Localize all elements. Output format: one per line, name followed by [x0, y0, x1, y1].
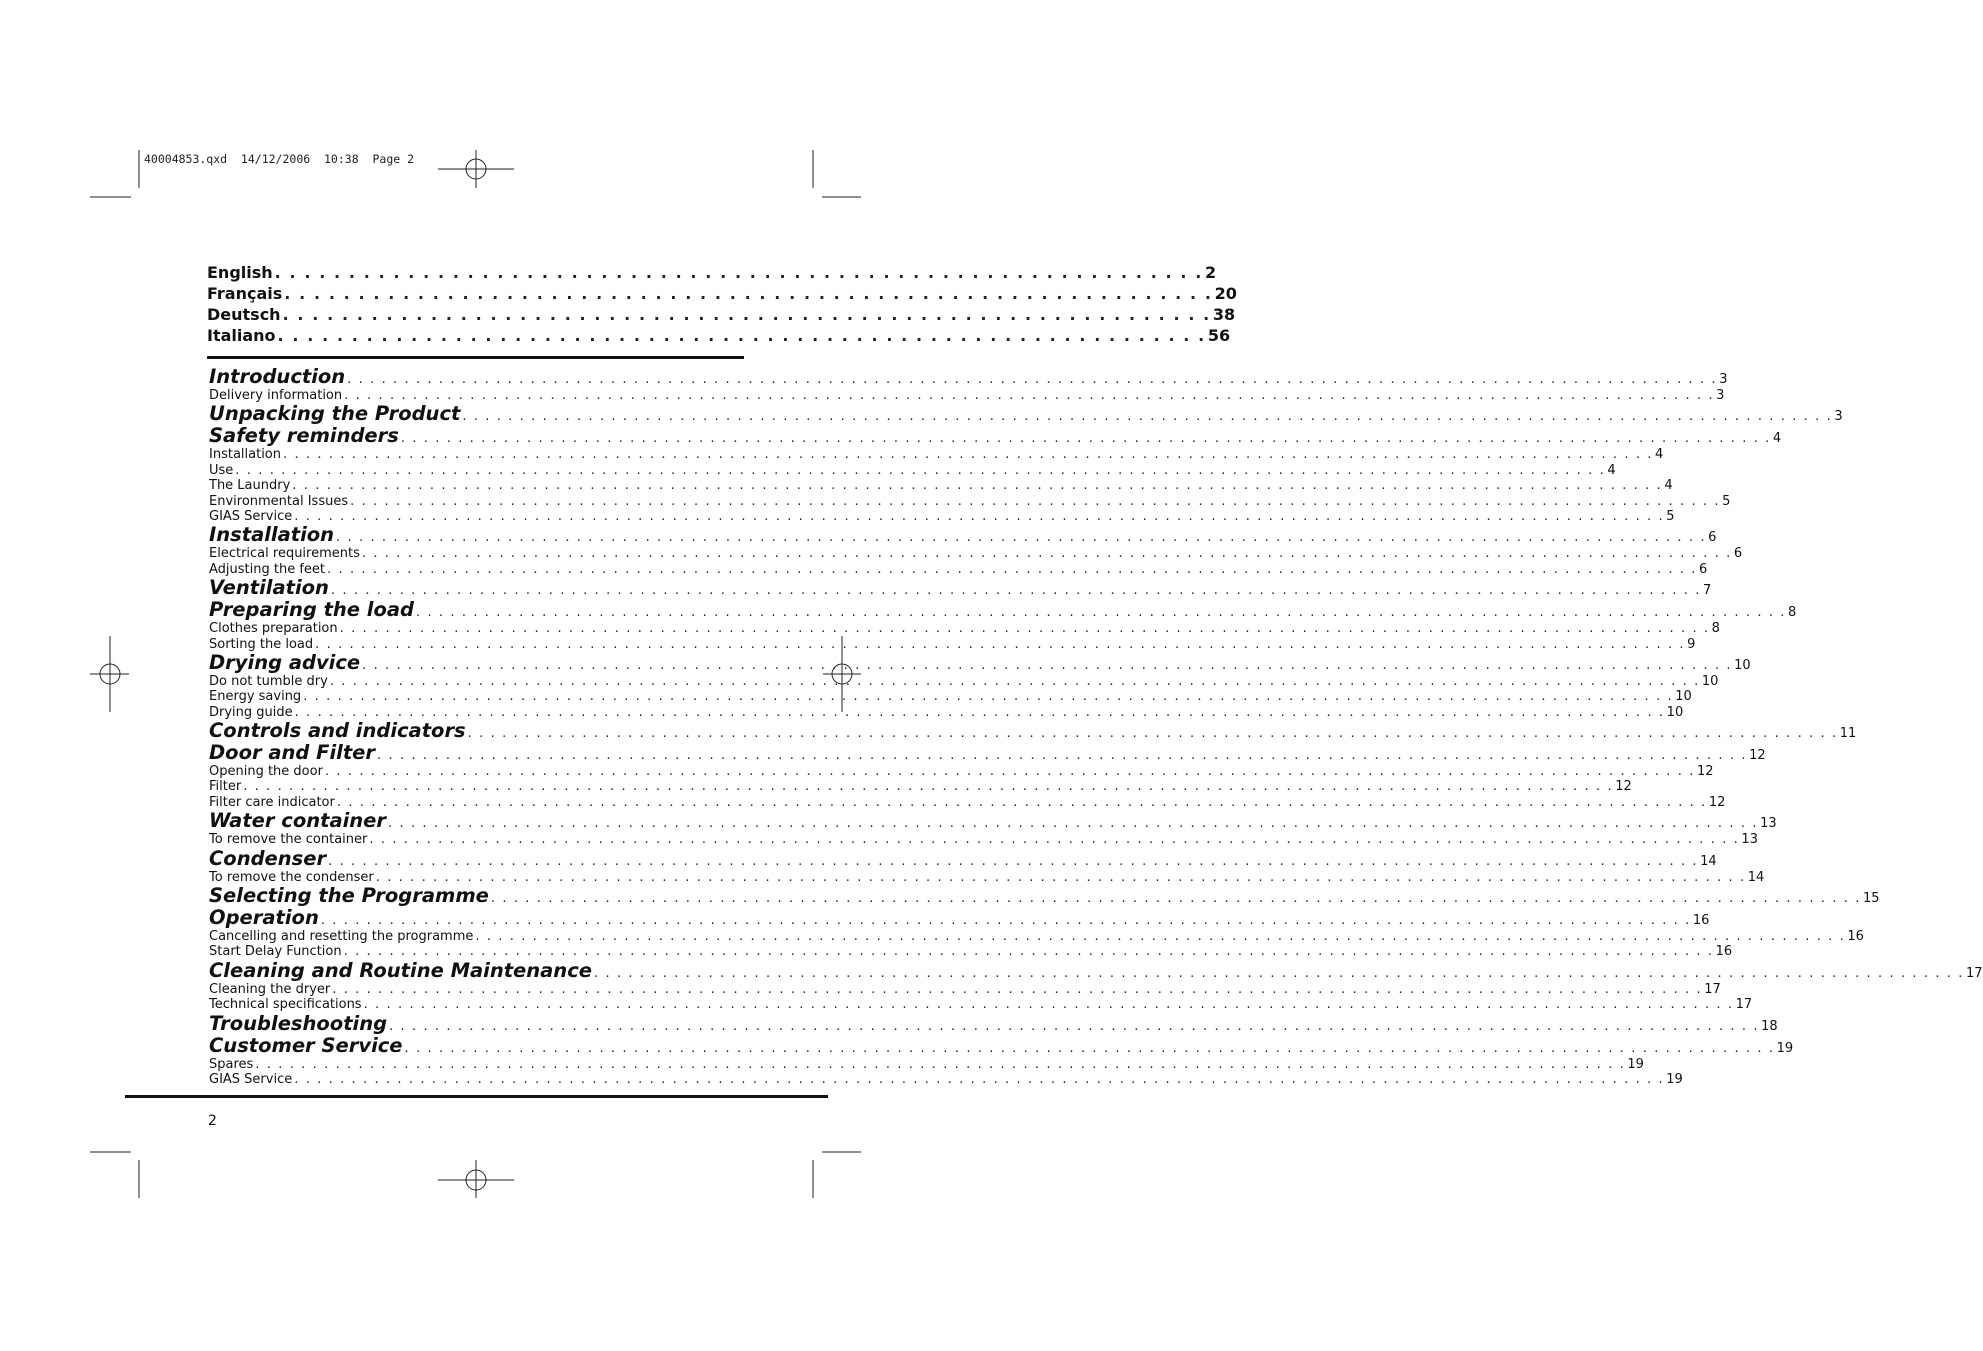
toc-subsection-entry[interactable] [209, 929, 1864, 945]
page-ref: 9 [1687, 636, 1696, 652]
toc-subsection-entry[interactable] [209, 388, 1725, 403]
toc-subsection-entry[interactable] [209, 462, 1616, 478]
toc-section-entry[interactable] [209, 958, 1983, 982]
page-ref: 17 [1735, 997, 1753, 1013]
page-ref: 8 [1711, 621, 1720, 637]
dot-leader: . . . . . . . . . . . . . . . . . . . . . . . . . . . . . . . . . . . . . . . . . . . . . . . . . . . . . . . . . . . . . . . . . . . . . . . . . . . . . . . . . . . . . . . . . . . . . . . . . . . . . . . . . . . . . . . . . . . . . . . . [327, 561, 1698, 577]
toc-entry-label: Ventilation [209, 576, 329, 600]
toc-subsection-entry[interactable] [209, 478, 1673, 494]
toc-section-entry[interactable] [209, 402, 1843, 426]
toc-subsection-entry[interactable] [209, 944, 1733, 960]
toc-subsection-entry[interactable] [209, 869, 1765, 885]
dot-leader: . . . . . . . . . . . . . . . . . . . . . . . . . . . . . . . . . . . . . . . . . . . . . . . . . . . . . . . . . . . . . . . . . . . . . . . . . . . . . . . . . . . . . . . . . . . . . . . . . . . . . . . . . . . . . . . . . . . . . . . . [350, 493, 1721, 509]
language-row[interactable] [207, 283, 1237, 304]
page-ref: 19 [1776, 1040, 1794, 1056]
toc-entry-label: Adjusting the feet [209, 561, 326, 577]
dot-leader: . . . . . . . . . . . . . . . . . . . . . . . . . . . . . . . . . . . . . . . . . . . . . . . . . . . . . . . . . . . . . . . . . . . . . . . . . . . . . . . . . . . . . . . . . . . . . . . . . . . . . . . . . . . . . . . . . . . . . . . . [294, 704, 1665, 720]
page-ref: 38 [1212, 305, 1236, 324]
dot-leader: . . . . . . . . . . . . . . . . . . . . . . . . . . . . . . . . . . . . . . . . . . . . . . . . . . . . . . . . . . . . . . . . . . . . . . . . . . . . . . . . . . . . . . . . . . . . . . . . . . . . . . . . . . . . . . . . . . . . . . . . [329, 673, 1700, 689]
divider-rule [207, 356, 744, 359]
toc-section-entry[interactable] [209, 719, 1857, 743]
toc-entry-label: Safety reminders [209, 424, 399, 448]
toc-section-entry[interactable] [209, 365, 1728, 388]
page-ref: 10 [1675, 689, 1692, 705]
toc-entry-label: Cleaning the dryer [209, 981, 331, 997]
toc-subsection-entry[interactable] [209, 997, 1753, 1013]
dot-leader: . . . . . . . . . . . . . . . . . . . . . . . . . . . . . . . . . . . . . . . . . . . . . . . . . . . . . . . . . . . . . . . . . . . . . . . . . . . . . . . . . . . . . . . . . . . . . . . . . . . . . . . . . . . . . . . . . . . . . . . . [375, 869, 1746, 885]
toc-entry-label: Clothes preparation [209, 621, 338, 637]
registration-mark-bottom [438, 1160, 514, 1198]
toc-subsection-entry[interactable] [209, 779, 1632, 795]
toc-entry-label: Installation [209, 447, 282, 463]
toc-entry-label: GIAS Service [209, 508, 293, 524]
page-ref: 13 [1760, 816, 1777, 832]
page-ref: 8 [1788, 605, 1797, 621]
page-ref: 17 [1966, 965, 1983, 981]
toc-subsection-entry[interactable] [209, 832, 1758, 848]
dot-leader: . . . . . . . . . . . . . . . . . . . . . . . . . . . . . . . . . . . . . . . . . . . . . . . . . . . . . . . . . . . . . . . . . . . . . . . . . . . . . . . . . . . . . . . . . . . . . . . . . . . . . . . . . . . . . . . . . . . . . . . . [339, 621, 1710, 637]
page-ref: 4 [1664, 478, 1673, 494]
toc-entry-label: Technical specifications [209, 997, 362, 1013]
toc-entry-label: Drying guide [209, 704, 293, 720]
page-ref: 10 [1734, 657, 1751, 673]
table-of-contents [209, 365, 1983, 1087]
language-label: Italiano [207, 326, 276, 345]
print-slug: 40004853.qxd 14/12/2006 10:38 Page 2 [144, 152, 415, 166]
toc-subsection-entry[interactable] [209, 561, 1708, 577]
page-ref: 3 [1719, 372, 1728, 387]
dot-leader: . . . . . . . . . . . . . . . . . . . . . . . . . . . . . . . . . . . . . . . . . . . . . . . . . . . . . . . . . . . . . . . . . . . . . . . . . . . . . . . . . . . . . . . . . . . . . . . . . . . . . . . . . . . . . . . . . . . . . . . . [328, 853, 1699, 869]
toc-section-entry[interactable] [209, 650, 1751, 674]
dot-leader: . . . . . . . . . . . . . . . . . . . . . . . . . . . . . . . . . . . . . . . . . . . . . . . . . . . . . . . . . . . . . . . . . . . . . . . . . . . . . . . . . . . . . . . . . . . . . . . . . . . . . . . . . . . . . . . . . . . . . . . . [324, 764, 1695, 780]
toc-subsection-entry[interactable] [209, 794, 1726, 810]
page-ref: 12 [1615, 779, 1632, 795]
toc-section-entry[interactable] [209, 1033, 1794, 1057]
page-ref: 4 [1655, 447, 1664, 463]
toc-entry-label: Water container [209, 809, 387, 833]
toc-section-entry[interactable] [209, 846, 1717, 870]
toc-section-entry[interactable] [209, 523, 1717, 547]
language-index [207, 262, 1237, 346]
page-ref: 14 [1700, 853, 1717, 869]
page-ref: 12 [1749, 748, 1766, 764]
toc-subsection-entry[interactable] [209, 704, 1684, 720]
toc-subsection-entry[interactable] [209, 689, 1692, 705]
dot-leader: . . . . . . . . . . . . . . . . . . . . . . . . . . . . . . . . . . . . . . . . . . . . . . . . . . . . . . . . . . . . . . . . . . . . . . . . . . . . . . . . . . . . . . . . . . . . . . . . . . . . . . . . . . . . . . . . . . . . . . . . [303, 689, 1674, 705]
page-ref: 6 [1699, 561, 1708, 577]
page-ref: 3 [1834, 409, 1843, 425]
toc-entry-label: Do not tumble dry [209, 673, 328, 689]
page-ref: 16 [1847, 929, 1864, 945]
language-row[interactable] [207, 262, 1217, 283]
dot-leader: . . . . . . . . . . . . . . . . . . . . . . . . . . . . . . . . . . . . . . . . . . . . . . . . . . . . . . . . . . . . . . . . . . . . . . . . . . . . . . . . . . . . . . . . . . . . . . . . . . . . . . . . . . . . . . . . . . . . . . . . [332, 981, 1703, 997]
dot-leader: . . . . . . . . . . . . . . . . . . . . . . . . . . . . . . . . . . . . . . . . . . . . . . . . . . . . . . . . . . . . . . . [277, 326, 1206, 345]
toc-section-entry[interactable] [209, 424, 1782, 448]
dot-leader: . . . . . . . . . . . . . . . . . . . . . . . . . . . . . . . . . . . . . . . . . . . . . . . . . . . . . . . . . . . . . . . . . . . . . . . . . . . . . . . . . . . . . . . . . . . . . . . . . . . . . . . . . . . . . . . . . . . . . . . . [467, 726, 1838, 742]
dot-leader: . . . . . . . . . . . . . . . . . . . . . . . . . . . . . . . . . . . . . . . . . . . . . . . . . . . . . . . . . . . . . . . . . . . . . . . . . . . . . . . . . . . . . . . . . . . . . . . . . . . . . . . . . . . . . . . . . . . . . . . . [235, 462, 1606, 478]
toc-section-entry[interactable] [209, 1011, 1778, 1035]
dot-leader: . . . . . . . . . . . . . . . . . . . . . . . . . . . . . . . . . . . . . . . . . . . . . . . . . . . . . . . . . . . . . . . . . . . . . . . . . . . . . . . . . . . . . . . . . . . . . . . . . . . . . . . . . . . . . . . . . . . . . . . . [343, 944, 1714, 960]
toc-subsection-entry[interactable] [209, 1071, 1683, 1087]
toc-entry-label: Use [209, 462, 234, 478]
dot-leader: . . . . . . . . . . . . . . . . . . . . . . . . . . . . . . . . . . . . . . . . . . . . . . . . . . . . . . . . . . . . . . . . . . . . . . . . . . . . . . . . . . . . . . . . . . . . . . . . . . . . . . . . . . . . . . . . . . . . . . . . [315, 636, 1686, 652]
dot-leader: . . . . . . . . . . . . . . . . . . . . . . . . . . . . . . . . . . . . . . . . . . . . . . . . . . . . . . . . . . . . . . . . . . . . . . . . . . . . . . . . . . . . . . . . . . . . . . . . . . . . . . . . . . . . . . . . . . . . . . . . [294, 508, 1665, 524]
page-ref: 15 [1862, 891, 1880, 907]
toc-subsection-entry[interactable] [209, 546, 1743, 562]
page-ref: 6 [1733, 546, 1743, 562]
page-ref: 16 [1715, 944, 1733, 960]
dot-leader: . . . . . . . . . . . . . . . . . . . . . . . . . . . . . . . . . . . . . . . . . . . . . . . . . . . . . . . . . . . . . . . . . . . . . . . . . . . . . . . . . . . . . . . . . . . . . . . . . . . . . . . . . . . . . . . . . . . . . . . . [243, 779, 1614, 795]
toc-subsection-entry[interactable] [209, 981, 1721, 997]
toc-entry-label: To remove the container [209, 832, 368, 848]
page-ref: 10 [1701, 673, 1719, 689]
dot-leader: . . . . . . . . . . . . . . . . . . . . . . . . . . . . . . . . . . . . . . . . . . . . . . . . . . . . . . . . . . . . . . . . . . . . . . . . . . . . . . . . . . . . . . . . . . . . . . . . . . . . . . . . . . . . . . . . . . . . . . . . [336, 530, 1707, 546]
toc-section-entry[interactable] [209, 884, 1880, 908]
page-ref: 7 [1702, 583, 1712, 599]
language-row[interactable] [207, 304, 1236, 325]
toc-entry-label: Introduction [209, 365, 346, 388]
toc-entry-label: To remove the condenser [209, 869, 374, 885]
page-ref: 4 [1607, 462, 1616, 478]
toc-section-entry[interactable] [209, 598, 1797, 622]
language-row[interactable] [207, 325, 1231, 346]
language-label: Deutsch [207, 305, 281, 324]
toc-section-entry[interactable] [209, 576, 1712, 600]
toc-entry-label: Condenser [209, 846, 327, 870]
footer-rule [125, 1095, 828, 1098]
page-ref: 10 [1666, 704, 1684, 720]
dot-leader: . . . . . . . . . . . . . . . . . . . . . . . . . . . . . . . . . . . . . . . . . . . . . . . . . . . . . . . . . . . . . . . . . . . . . . . . . . . . . . . . . . . . . . . . . . . . . . . . . . . . . . . . . . . . . . . . . . . . . . . . [363, 997, 1734, 1013]
toc-entry-label: Opening the door [209, 764, 323, 780]
toc-entry-label: Installation [209, 523, 335, 547]
toc-entry-label: Spares [209, 1056, 254, 1072]
page-ref: 56 [1207, 326, 1231, 345]
dot-leader: . . . . . . . . . . . . . . . . . . . . . . . . . . . . . . . . . . . . . . . . . . . . . . . . . . . . . . . . . . . . . . . . . . . . . . . . . . . . . . . . . . . . . . . . . . . . . . . . . . . . . . . . . . . . . . . . . . . . . . . . [416, 605, 1787, 621]
registration-mark-left [90, 636, 129, 712]
toc-entry-label: Cancelling and resetting the programme [209, 929, 474, 945]
dot-leader: . . . . . . . . . . . . . . . . . . . . . . . . . . . . . . . . . . . . . . . . . . . . . . . . . . . . . . . . . . . . . . . . . . . . . . . . . . . . . . . . . . . . . . . . . . . . . . . . . . . . . . . . . . . . . . . . . . . . . . . . [400, 431, 1771, 447]
toc-entry-label: Operation [209, 906, 319, 930]
dot-leader: . . . . . . . . . . . . . . . . . . . . . . . . . . . . . . . . . . . . . . . . . . . . . . . . . . . . . . . . . . . . . . . . . . . . . . . . . . . . . . . . . . . . . . . . . . . . . . . . . . . . . . . . . . . . . . . . . . . . . . . . [388, 816, 1759, 832]
dot-leader: . . . . . . . . . . . . . . . . . . . . . . . . . . . . . . . . . . . . . . . . . . . . . . . . . . . . . . . . . . . . . . . . . . . . . . . . . . . . . . . . . . . . . . . . . . . . . . . . . . . . . . . . . . . . . . . . . . . . . . . . [475, 929, 1846, 945]
toc-entry-label: Unpacking the Product [209, 402, 461, 426]
page-ref: 2 [1204, 263, 1217, 282]
toc-subsection-entry[interactable] [209, 1056, 1644, 1072]
page-ref: 19 [1666, 1071, 1683, 1087]
dot-leader: . . . . . . . . . . . . . . . . . . . . . . . . . . . . . . . . . . . . . . . . . . . . . . . . . . . . . . . . . . . . . . . . . . . . . . . . . . . . . . . . . . . . . . . . . . . . . . . . . . . . . . . . . . . . . . . . . . . . . . . . [462, 409, 1833, 425]
toc-entry-label: Drying advice [209, 650, 361, 674]
toc-subsection-entry[interactable] [209, 621, 1720, 637]
page-ref: 6 [1708, 530, 1717, 546]
toc-entry-label: Controls and indicators [209, 719, 466, 743]
dot-leader: . . . . . . . . . . . . . . . . . . . . . . . . . . . . . . . . . . . . . . . . . . . . . . . . . . . . . . . . . . . . . . . . . . . . . . . . . . . . . . . . . . . . . . . . . . . . . . . . . . . . . . . . . . . . . . . . . . . . . . . . [404, 1040, 1775, 1056]
dot-leader: . . . . . . . . . . . . . . . . . . . . . . . . . . . . . . . . . . . . . . . . . . . . . . . . . . . . . . . . . . . . . . . [282, 305, 1211, 324]
page-ref: 4 [1772, 431, 1782, 447]
toc-subsection-entry[interactable] [209, 447, 1664, 463]
dot-leader: . . . . . . . . . . . . . . . . . . . . . . . . . . . . . . . . . . . . . . . . . . . . . . . . . . . . . . . . . . . . . . . . . . . . . . . . . . . . . . . . . . . . . . . . . . . . . . . . . . . . . . . . . . . . . . . . . . . . . . . . [336, 794, 1707, 810]
language-label: Français [207, 284, 283, 303]
page-number: 2 [208, 1113, 217, 1129]
page-ref: 14 [1747, 869, 1765, 885]
dot-leader: . . . . . . . . . . . . . . . . . . . . . . . . . . . . . . . . . . . . . . . . . . . . . . . . . . . . . . . . . . . . . . . . . . . . . . . . . . . . . . . . . . . . . . . . . . . . . . . . . . . . . . . . . . . . . . . . . . . . . . . . [320, 913, 1691, 929]
page-ref: 11 [1839, 726, 1857, 742]
dot-leader: . . . . . . . . . . . . . . . . . . . . . . . . . . . . . . . . . . . . . . . . . . . . . . . . . . . . . . . . . . . . . . . . . . . . . . . . . . . . . . . . . . . . . . . . . . . . . . . . . . . . . . . . . . . . . . . . . . . . . . . . [377, 748, 1748, 764]
toc-subsection-entry[interactable] [209, 493, 1731, 509]
dot-leader: . . . . . . . . . . . . . . . . . . . . . . . . . . . . . . . . . . . . . . . . . . . . . . . . . . . . . . . . . . . . . . . . . . . . . . . . . . . . . . . . . . . . . . . . . . . . . . . . . . . . . . . . . . . . . . . . . . . . . . . . [389, 1018, 1760, 1034]
toc-subsection-entry[interactable] [209, 764, 1714, 780]
registration-mark-top [438, 150, 514, 188]
toc-entry-label: Preparing the load [209, 598, 414, 622]
toc-entry-label: Door and Filter [209, 741, 376, 765]
page-ref: 12 [1696, 764, 1714, 780]
toc-entry-label: Start Delay Function [209, 944, 342, 960]
dot-leader: . . . . . . . . . . . . . . . . . . . . . . . . . . . . . . . . . . . . . . . . . . . . . . . . . . . . . . . . . . . . . . . . . . . . . . . . . . . . . . . . . . . . . . . . . . . . . . . . . . . . . . . . . . . . . . . . . . . . . . . . [292, 478, 1663, 494]
language-label: English [207, 263, 273, 282]
dot-leader: . . . . . . . . . . . . . . . . . . . . . . . . . . . . . . . . . . . . . . . . . . . . . . . . . . . . . . . . . . . . . . . . . . . . . . . . . . . . . . . . . . . . . . . . . . . . . . . . . . . . . . . . . . . . . . . . . . . . . . . . [283, 447, 1654, 463]
toc-entry-label: Energy saving [209, 689, 302, 705]
dot-leader: . . . . . . . . . . . . . . . . . . . . . . . . . . . . . . . . . . . . . . . . . . . . . . . . . . . . . . . . . . . . . . . [284, 284, 1213, 303]
dot-leader: . . . . . . . . . . . . . . . . . . . . . . . . . . . . . . . . . . . . . . . . . . . . . . . . . . . . . . . . . . . . . . . . . . . . . . . . . . . . . . . . . . . . . . . . . . . . . . . . . . . . . . . . . . . . . . . . . . . . . . . . [294, 1071, 1665, 1087]
dot-leader: . . . . . . . . . . . . . . . . . . . . . . . . . . . . . . . . . . . . . . . . . . . . . . . . . . . . . . . . . . . . . . . . . . . . . . . . . . . . . . . . . . . . . . . . . . . . . . . . . . . . . . . . . . . . . . . . . . . . . . . . [490, 891, 1861, 907]
toc-entry-label: The Laundry [209, 478, 291, 494]
dot-leader: . . . . . . . . . . . . . . . . . . . . . . . . . . . . . . . . . . . . . . . . . . . . . . . . . . . . . . . . . . . . . . . . . . . . . . . . . . . . . . . . . . . . . . . . . . . . . . . . . . . . . . . . . . . . . . . . . . . . . . . . [361, 546, 1732, 562]
page-ref: 5 [1722, 493, 1731, 509]
toc-entry-label: Customer Service [209, 1033, 403, 1057]
toc-entry-label: Environmental Issues [209, 493, 349, 509]
toc-subsection-entry[interactable] [209, 673, 1719, 689]
toc-entry-label: Selecting the Programme [209, 884, 489, 908]
toc-entry-label: GIAS Service [209, 1071, 293, 1087]
page-ref: 13 [1741, 832, 1758, 848]
toc-section-entry[interactable] [209, 741, 1766, 765]
page-ref: 20 [1214, 284, 1237, 303]
toc-subsection-entry[interactable] [209, 636, 1696, 652]
toc-entry-label: Cleaning and Routine Maintenance [209, 958, 592, 982]
toc-entry-label: Filter [209, 779, 242, 795]
page-ref: 16 [1692, 913, 1710, 929]
toc-subsection-entry[interactable] [209, 508, 1675, 524]
toc-entry-label: Troubleshooting [209, 1011, 388, 1035]
page-ref: 12 [1708, 794, 1726, 810]
dot-leader: . . . . . . . . . . . . . . . . . . . . . . . . . . . . . . . . . . . . . . . . . . . . . . . . . . . . . . . . . . . . . . . . . . . . . . . . . . . . . . . . . . . . . . . . . . . . . . . . . . . . . . . . . . . . . . . . . . . . . . . . [369, 832, 1740, 848]
toc-entry-label: Delivery information [209, 388, 343, 403]
toc-entry-label: Sorting the load [209, 636, 314, 652]
dot-leader: . . . . . . . . . . . . . . . . . . . . . . . . . . . . . . . . . . . . . . . . . . . . . . . . . . . . . . . . . . . . . . . . . . . . . . . . . . . . . . . . . . . . . . . . . . . . . . . . . . . . . . . . . . . . . . . . . . . . . . . . [344, 388, 1715, 403]
page-ref: 19 [1627, 1056, 1644, 1072]
page-ref: 18 [1761, 1018, 1778, 1034]
dot-leader: . . . . . . . . . . . . . . . . . . . . . . . . . . . . . . . . . . . . . . . . . . . . . . . . . . . . . . . . . . . . . . . . . . . . . . . . . . . . . . . . . . . . . . . . . . . . . . . . . . . . . . . . . . . . . . . . . . . . . . . . [362, 657, 1733, 673]
dot-leader: . . . . . . . . . . . . . . . . . . . . . . . . . . . . . . . . . . . . . . . . . . . . . . . . . . . . . . . . . . . . . . . . . . . . . . . . . . . . . . . . . . . . . . . . . . . . . . . . . . . . . . . . . . . . . . . . . . . . . . . . [347, 372, 1718, 387]
toc-entry-label: Electrical requirements [209, 546, 360, 562]
toc-entry-label: Filter care indicator [209, 794, 335, 810]
toc-section-entry[interactable] [209, 809, 1777, 833]
dot-leader: . . . . . . . . . . . . . . . . . . . . . . . . . . . . . . . . . . . . . . . . . . . . . . . . . . . . . . . . . . . . . . . . . . . . . . . . . . . . . . . . . . . . . . . . . . . . . . . . . . . . . . . . . . . . . . . . . . . . . . . . [593, 965, 1965, 981]
dot-leader: . . . . . . . . . . . . . . . . . . . . . . . . . . . . . . . . . . . . . . . . . . . . . . . . . . . . . . . . . . . . . . . . . . . . . . . . . . . . . . . . . . . . . . . . . . . . . . . . . . . . . . . . . . . . . . . . . . . . . . . . [255, 1056, 1626, 1072]
toc-section-entry[interactable] [209, 906, 1710, 930]
page-ref: 5 [1666, 508, 1675, 524]
dot-leader: . . . . . . . . . . . . . . . . . . . . . . . . . . . . . . . . . . . . . . . . . . . . . . . . . . . . . . . . . . . . . . . [274, 263, 1203, 282]
page-ref: 17 [1704, 981, 1721, 997]
page-ref: 3 [1716, 388, 1725, 403]
dot-leader: . . . . . . . . . . . . . . . . . . . . . . . . . . . . . . . . . . . . . . . . . . . . . . . . . . . . . . . . . . . . . . . . . . . . . . . . . . . . . . . . . . . . . . . . . . . . . . . . . . . . . . . . . . . . . . . . . . . . . . . . [330, 583, 1701, 599]
